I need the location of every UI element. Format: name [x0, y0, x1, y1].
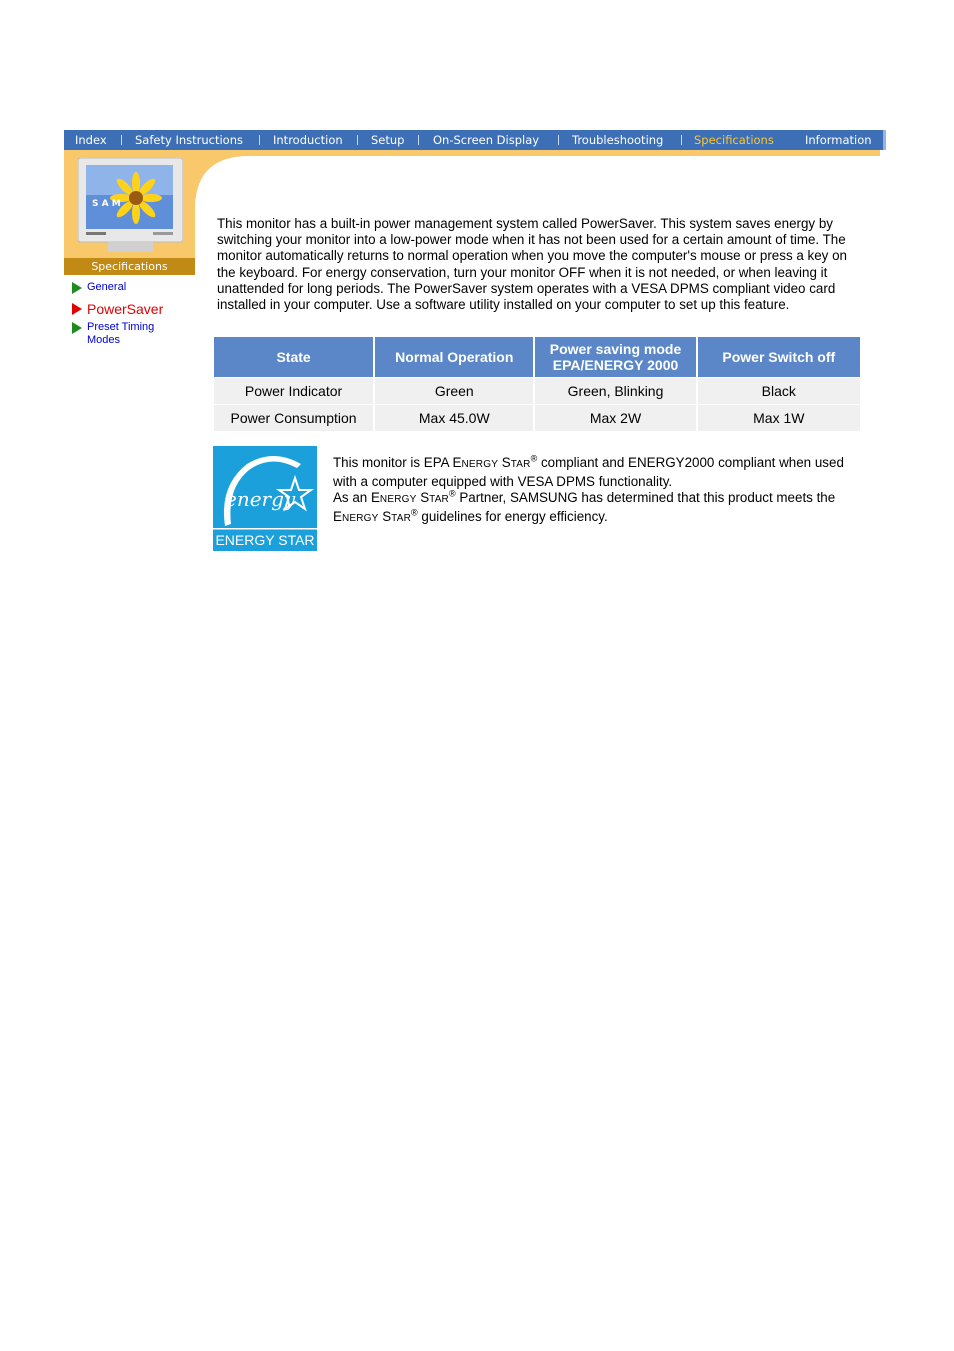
nav-specifications[interactable]: Specifications: [694, 133, 774, 147]
nav-on-screen-display[interactable]: On-Screen Display: [433, 133, 540, 147]
sidebar-item-label: PowerSaver: [87, 301, 164, 317]
table-cell: Power Consumption: [214, 405, 373, 431]
table-cell: Green, Blinking: [535, 378, 695, 404]
arrow-right-icon: [72, 282, 82, 294]
table-row: [214, 405, 860, 431]
sidebar-section-banner: Specifications: [64, 258, 195, 275]
power-management-table: [212, 336, 862, 432]
nav-separator: [259, 135, 260, 145]
energy-star-compliance: This monitor is EPA ENERGY STAR® compliant and ENERGY2000 compliant when used with a computer equipped with VESA DPMS functionality.: [333, 453, 844, 489]
nav-separator: [357, 135, 358, 145]
energy-star-statement: [333, 455, 853, 527]
table-header-row: [214, 337, 860, 377]
table-header: Normal Operation: [375, 337, 533, 377]
arrow-right-icon: [72, 303, 82, 315]
nav-safety-instructions[interactable]: Safety Instructions: [135, 133, 243, 147]
monitor-brand-text: S A M: [92, 199, 121, 209]
energy-star-caption: ENERGY STAR: [215, 532, 315, 548]
nav-introduction[interactable]: Introduction: [273, 133, 343, 147]
nav-index[interactable]: Index: [75, 133, 107, 147]
sidebar-item-preset-timing-modes[interactable]: [72, 321, 182, 347]
arrow-right-icon: [72, 322, 82, 334]
table-header: State: [214, 337, 373, 377]
table-cell: Black: [698, 378, 860, 404]
nav-separator: [121, 135, 122, 145]
table-cell: Max 45.0W: [375, 405, 533, 431]
monitor-image: [78, 158, 183, 252]
energy-star-partner: As an ENERGY STAR® Partner, SAMSUNG has determined that this product meets the ENERGY STAR® guidelines for energy efficiency.: [333, 488, 836, 524]
table-cell: Max 1W: [698, 405, 860, 431]
nav-separator: [558, 135, 559, 145]
sidebar-item-label: Preset Timing Modes: [87, 321, 155, 346]
table-header: Power Switch off: [698, 337, 860, 377]
nav-separator: [418, 135, 419, 145]
sidebar-item-powersaver[interactable]: [72, 301, 163, 317]
table-cell: Max 2W: [535, 405, 695, 431]
energy-logo-word: energy: [225, 487, 296, 511]
table-cell: Green: [375, 378, 533, 404]
table-cell: Power Indicator: [214, 378, 373, 404]
energy-star-logo: [213, 446, 317, 551]
nav-troubleshooting[interactable]: Troubleshooting: [572, 133, 664, 147]
top-navigation-bar: [64, 130, 886, 150]
table-row: [214, 378, 860, 404]
nav-information[interactable]: Information: [805, 133, 872, 147]
intro-paragraph: This monitor has a built-in power management system called PowerSaver. This system saves energy by switching your monitor into a low-power mode when it has not been used for a certain amount of time. The monitor automatically returns to normal operation when you move the computer's mouse or press a key on the keyboard. For energy conservation, turn your monitor OFF when it is not needed, or when leaving it unattended for long periods. The PowerSaver system operates with a VESA DPMS compliant video card installed in your computer. Use a software utility installed on your computer to set up this feature.: [217, 216, 847, 313]
table-header: Power saving mode EPA/ENERGY 2000: [535, 337, 695, 377]
sidebar-item-label: General: [87, 281, 127, 293]
sidebar-item-general[interactable]: [72, 281, 126, 294]
nav-separator: [681, 135, 682, 145]
nav-setup[interactable]: Setup: [371, 133, 405, 147]
